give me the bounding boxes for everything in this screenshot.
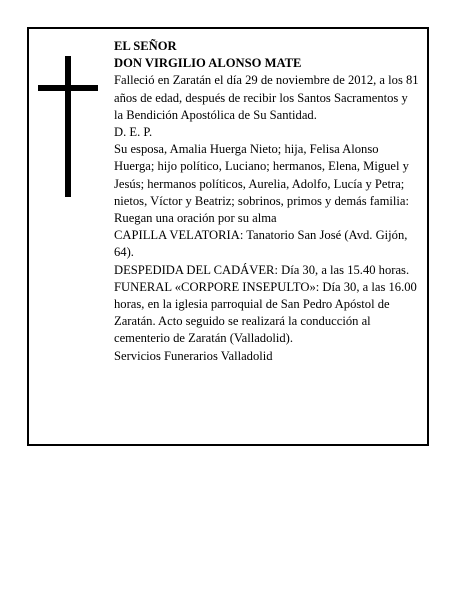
notice-title-line-1: EL SEÑOR: [114, 39, 177, 53]
cross-icon: [65, 56, 71, 197]
obituary-text-block: [114, 38, 419, 365]
deceased-name: DON VIRGILIO ALONSO MATE: [114, 56, 302, 71]
death-announcement: Falleció en Zaratán el día 29 de noviembre de 2012, a los 81 años de edad, después de recibir los Santos Sacramentos y la Bendición Apostólica de Su Santidad.: [114, 73, 419, 122]
cross-icon-arm: [38, 85, 98, 91]
rest-in-peace: D. E. P.: [114, 125, 153, 140]
farewell-info: DESPEDIDA DEL CADÁVER: Día 30, a las 15.40 horas.: [114, 262, 410, 277]
chapel-info: CAPILLA VELATORIA: Tanatorio San José (Avd. Gijón, 64).: [114, 228, 408, 260]
family-list: Su esposa, Amalia Huerga Nieto; hija, Felisa Alonso Huerga; hijo político, Luciano; hermanos, Elena, Miguel y Jesús; hermanos políticos, Aurelia, Adolfo, Lucía y Petra; nietos, Víctor y Beatriz; sobrinos, primos y demás familia:: [114, 142, 409, 208]
funeral-services-name: Servicios Funerarios Valladolid: [114, 348, 273, 363]
funeral-info: FUNERAL «CORPORE INSEPULTO»: Día 30, a las 16.00 horas, en la iglesia parroquial de San Pedro Apóstol de Zaratán. Acto seguido se realizará la conducción al cementerio de Zaratán (Valladolid).: [114, 279, 417, 346]
prayer-request: Ruegan una oración por su alma: [114, 211, 277, 226]
